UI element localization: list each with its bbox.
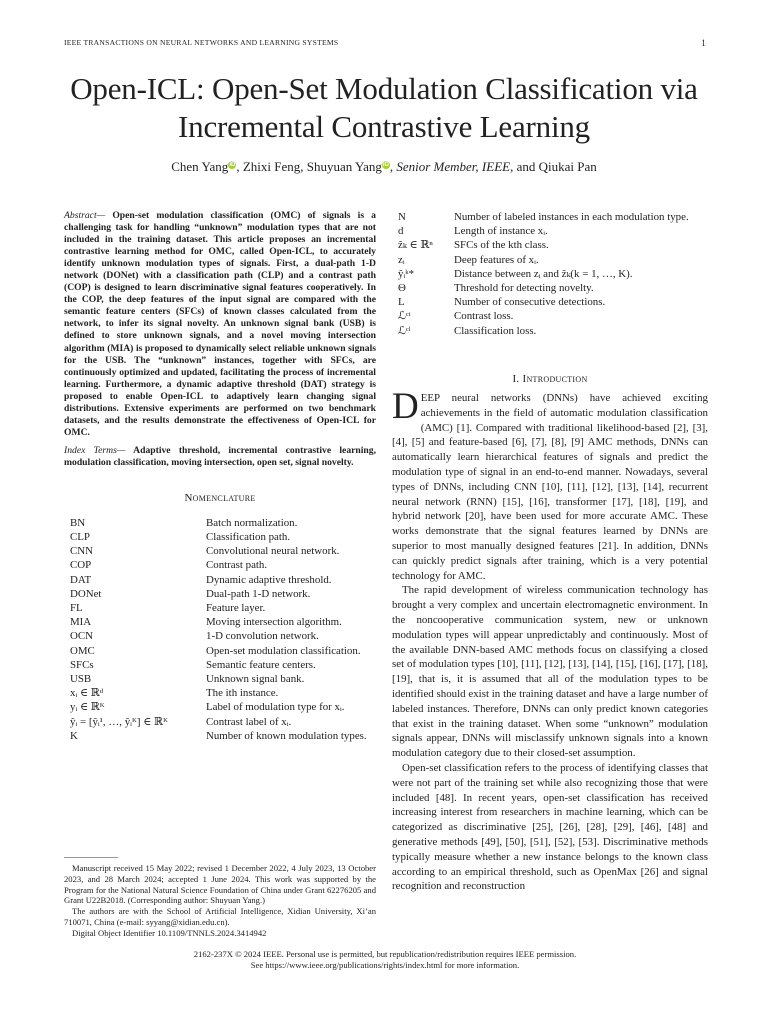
nomenclature-row bbox=[64, 672, 376, 686]
nomenclature-symbol: xᵢ ∈ ℝᵈ bbox=[70, 687, 104, 700]
nomenclature-description: Dynamic adaptive threshold. bbox=[206, 573, 332, 586]
nomenclature-symbol: Θ bbox=[398, 282, 406, 295]
nomenclature-row bbox=[392, 267, 708, 281]
nomenclature-symbol: z̃ₖ ∈ ℝⁿ bbox=[398, 239, 433, 252]
nomenclature-description: Open-set modulation classification. bbox=[206, 644, 361, 657]
author-membership: Senior Member, IEEE bbox=[396, 159, 511, 174]
nomenclature-symbol: OCN bbox=[70, 630, 93, 643]
nomenclature-row bbox=[392, 253, 708, 267]
section-heading-introduction: I. Introduction bbox=[512, 373, 588, 385]
nomenclature-row bbox=[64, 615, 376, 629]
footnote-doi: Digital Object Identifier 10.1109/TNNLS.2024.3414942 bbox=[72, 927, 267, 938]
nomenclature-symbol: CLP bbox=[70, 530, 90, 543]
nomenclature-description: Classification path. bbox=[206, 530, 291, 543]
drop-cap: D bbox=[392, 386, 419, 427]
nomenclature-row bbox=[64, 700, 376, 714]
nomenclature-table-right bbox=[392, 210, 708, 338]
nomenclature-row bbox=[392, 281, 708, 295]
abstract-label: Abstract— bbox=[64, 210, 106, 221]
nomenclature-row bbox=[64, 587, 376, 601]
nomenclature-description: Threshold for detecting novelty. bbox=[454, 282, 594, 295]
nomenclature-table-left bbox=[64, 516, 376, 743]
nomenclature-symbol: yᵢ ∈ ℝᴷ bbox=[70, 701, 105, 714]
nomenclature-row bbox=[64, 573, 376, 587]
nomenclature-description: Length of instance xᵢ. bbox=[454, 225, 548, 238]
nomenclature-description: Number of consecutive detections. bbox=[454, 296, 606, 309]
nomenclature-symbol: ŷᵢ = [ŷᵢ¹, …, ŷᵢᴷ] ∈ ℝᴷ bbox=[70, 715, 169, 728]
nomenclature-row bbox=[64, 629, 376, 643]
nomenclature-description: 1-D convolution network. bbox=[206, 630, 319, 643]
nomenclature-symbol: COP bbox=[70, 559, 92, 572]
footnote-rule bbox=[64, 857, 118, 858]
nomenclature-description: Contrast loss. bbox=[454, 310, 514, 323]
nomenclature-description: Convolutional neural network. bbox=[206, 545, 340, 558]
nomenclature-symbol: L bbox=[398, 296, 405, 309]
footnote-manuscript: Manuscript received 15 May 2022; revised 1 December 2022, 4 July 2023, 13 October 2023, and 28 March 2024; accepted 1 June 2024. This work was supported by the Program for the National Natural Science Foundation of China under Grant 62276205 and Grant U22B2018. (Corresponding author: Shuyuan Yang.) bbox=[64, 863, 376, 906]
copyright-notice bbox=[64, 949, 706, 971]
nomenclature-heading: Nomenclature bbox=[184, 491, 256, 504]
nomenclature-description: Dual-path 1-D network. bbox=[206, 587, 311, 600]
nomenclature-row bbox=[392, 224, 708, 238]
nomenclature-row bbox=[64, 729, 376, 743]
left-column bbox=[64, 210, 376, 743]
index-terms bbox=[64, 445, 376, 469]
nomenclature-row bbox=[64, 658, 376, 672]
author-name: Zhixi Feng bbox=[242, 159, 301, 174]
nomenclature-row bbox=[64, 544, 376, 558]
nomenclature-description: Classification loss. bbox=[454, 324, 537, 337]
nomenclature-description: The ith instance. bbox=[206, 687, 279, 700]
nomenclature-row bbox=[64, 686, 376, 700]
nomenclature-row bbox=[392, 324, 708, 338]
copyright-line: 2162-237X © 2024 IEEE. Personal use is permitted, but republication/redistribution requires IEEE permission. bbox=[193, 949, 577, 959]
nomenclature-description: Number of known modulation types. bbox=[206, 729, 367, 742]
nomenclature-description: Batch normalization. bbox=[206, 516, 298, 529]
nomenclature-symbol: USB bbox=[70, 673, 92, 686]
nomenclature-description: Contrast path. bbox=[206, 559, 268, 572]
footnote-affiliation: The authors are with the School of Artificial Intelligence, Xidian University, Xi’an 710071, China (e-mail: syyang@xidian.edu.cn). bbox=[64, 906, 376, 927]
intro-paragraph: The rapid development of wireless communication technology has brought a very complex and uncertain electromagnetic environment. In the noncooperative communication system, new or unknown modulation types will appear unpredictably and continuously. Most of the available DNN-based AMC methods focus on classifying a closed set of modulation types [10], [11], [12], [13], [14], [15], [16], [17], [18], [19], that is, it is assumed that all of the modulation types to be identified should exist in the training dataset and have a large number of labeled instances. Therefore, DNNs can only predict known categories that exist in the training dataset. When some “unknown” modulation signals appear, DNNs will misclassify unknown signals into a known modulation category due to their closed-set assumption. bbox=[392, 584, 708, 760]
nomenclature-symbol: DAT bbox=[70, 573, 92, 586]
nomenclature-row bbox=[64, 516, 376, 530]
nomenclature-symbol: K bbox=[70, 729, 78, 742]
nomenclature-symbol: zᵢ bbox=[398, 253, 405, 266]
nomenclature-symbol: FL bbox=[70, 602, 83, 614]
nomenclature-symbol: MIA bbox=[70, 616, 92, 629]
nomenclature-row bbox=[392, 238, 708, 252]
nomenclature-symbol: OMC bbox=[70, 644, 95, 657]
copyright-link[interactable]: See https://www.ieee.org/publications/rights/index.html for more information. bbox=[250, 959, 520, 970]
nomenclature-symbol: CNN bbox=[70, 545, 93, 558]
nomenclature-description: Unknown signal bank. bbox=[206, 673, 305, 686]
nomenclature-description: Label of modulation type for xᵢ. bbox=[206, 701, 345, 714]
nomenclature-description: Distance between zᵢ and z̃ₖ(k = 1, …, K). bbox=[454, 267, 633, 280]
nomenclature-row bbox=[392, 295, 708, 309]
nomenclature-description: Feature layer. bbox=[206, 602, 266, 614]
journal-name: IEEE TRANSACTIONS ON NEURAL NETWORKS AND LEARNING SYSTEMS bbox=[64, 38, 339, 47]
author-name: Qiukai Pan bbox=[538, 159, 597, 174]
nomenclature-row bbox=[64, 644, 376, 658]
nomenclature-symbol: ℒᶜˡ bbox=[398, 324, 411, 337]
page-number: 1 bbox=[701, 38, 706, 48]
nomenclature-row bbox=[392, 210, 708, 224]
nomenclature-symbol: N bbox=[398, 211, 406, 223]
nomenclature-description: Moving intersection algorithm. bbox=[206, 616, 342, 629]
orcid-icon[interactable]: iD bbox=[382, 161, 389, 168]
nomenclature-description: Number of labeled instances in each modulation type. bbox=[454, 211, 689, 223]
running-header bbox=[64, 38, 706, 52]
nomenclature-description: SFCs of the kth class. bbox=[454, 239, 549, 252]
nomenclature-symbol: DONet bbox=[70, 587, 102, 600]
nomenclature-row bbox=[64, 715, 376, 729]
author-list: Chen YangiD, Zhixi Feng, Shuyuan YangiD, Senior Member, IEEE, and Qiukai Pan bbox=[171, 159, 597, 174]
footnote bbox=[64, 863, 376, 939]
nomenclature-row bbox=[64, 558, 376, 572]
nomenclature-description: Contrast label of xᵢ. bbox=[206, 715, 292, 728]
paper-title: Open-ICL: Open-Set Modulation Classification via Incremental Contrastive Learning bbox=[70, 71, 698, 144]
author-name: Chen Yang bbox=[171, 159, 229, 174]
nomenclature-row bbox=[64, 530, 376, 544]
nomenclature-symbol: SFCs bbox=[70, 658, 94, 671]
intro-paragraph: DEEP neural networks (DNNs) have achieved exciting achievements in the field of automatic modulation classification (AMC) [1]. Compared with traditional likelihood-based [2], [3], [4], [5] and feature-based [6], [7], [8], [9] AMC methods, DNNs can automatically learn hierarchical features of signals and predict the modulation type of signal in an end-to-end manner. Nowadays, several types of DNNs, including CNN [10], [11], [12], [13], [14], recurrent neural network (RNN) [15], [16], transformer [17], [18], [19], and hybrid network [20], have been used for more accurate AMC. These works demonstrate that the signal features learned by DNNs are superior to most manually designed features [21]. In addition, DNNs can quickly predict signals after training, which is a very potential technology for AMC. bbox=[392, 386, 708, 582]
author-name: Shuyuan Yang bbox=[306, 159, 382, 174]
index-terms-label: Index Terms— bbox=[64, 444, 126, 456]
nomenclature-symbol: d bbox=[398, 225, 404, 238]
nomenclature-symbol: ŷᵢᵏ* bbox=[398, 267, 415, 280]
nomenclature-symbol: ℒᶜᵗ bbox=[398, 310, 411, 323]
intro-paragraph: Open-set classification refers to the process of identifying classes that were not part of the training set while also recognizing those that were included [48]. In recent years, open-set classification has received increasing interest from researchers in machine learning, which can be categorized as discriminative [25], [26], [28], [29], [46], [48] and generative methods [49], [50], [51], [52], [53]. Discriminative methods typically measure whether a new instance belongs to the known class according to an empirical threshold, such as OpenMax [26] and signal recognition and reconstruction bbox=[392, 761, 708, 893]
nomenclature-right bbox=[392, 210, 708, 338]
nomenclature-row bbox=[64, 601, 376, 615]
introduction-body bbox=[392, 386, 708, 894]
nomenclature-symbol: BN bbox=[70, 516, 86, 529]
index-terms-text: Adaptive threshold, incremental contrastive learning, modulation classification, moving intersection, open set, signal novelty. bbox=[64, 444, 376, 468]
nomenclature-row bbox=[392, 309, 708, 323]
orcid-icon[interactable]: iD bbox=[229, 161, 236, 168]
abstract-text: Open-set modulation classification (OMC) of signals is a challenging task for handling “unknown” modulation types that are not included in the training dataset. This article proposes an incremental contrastive learning method for OMC, called Open-ICL, to accurately identify unknown modulation types of signals. First, a dual-path 1-D network (DONet) with a classification path (CLP) and a contrast path (COP) is designed to learn discriminative signal features cooperatively. In the COP, the deep features of the input signal are compared with the semantic feature centers (SFCs) of known classes calculated from the network, to infer its signal novelty. An unknown signal bank (USB) is defined to store unknown signals, and a novel moving intersection algorithm (MIA) is proposed to dynamically select reliable unknown signals for the USB. The “unknown” instances, together with SFCs, are continuously optimized and updated, facilitating the process of incremental learning. Furthermore, a dynamic adaptive threshold (DAT) strategy is proposed to enable Open-ICL to adaptively learn changing signal distributions. Extensive experiments are performed on two benchmark datasets, and the results demonstrate the effectiveness of Open-ICL for OMC. bbox=[64, 210, 376, 438]
abstract bbox=[64, 210, 376, 439]
nomenclature-description: Deep features of xᵢ. bbox=[454, 253, 539, 266]
nomenclature-description: Semantic feature centers. bbox=[206, 658, 316, 671]
